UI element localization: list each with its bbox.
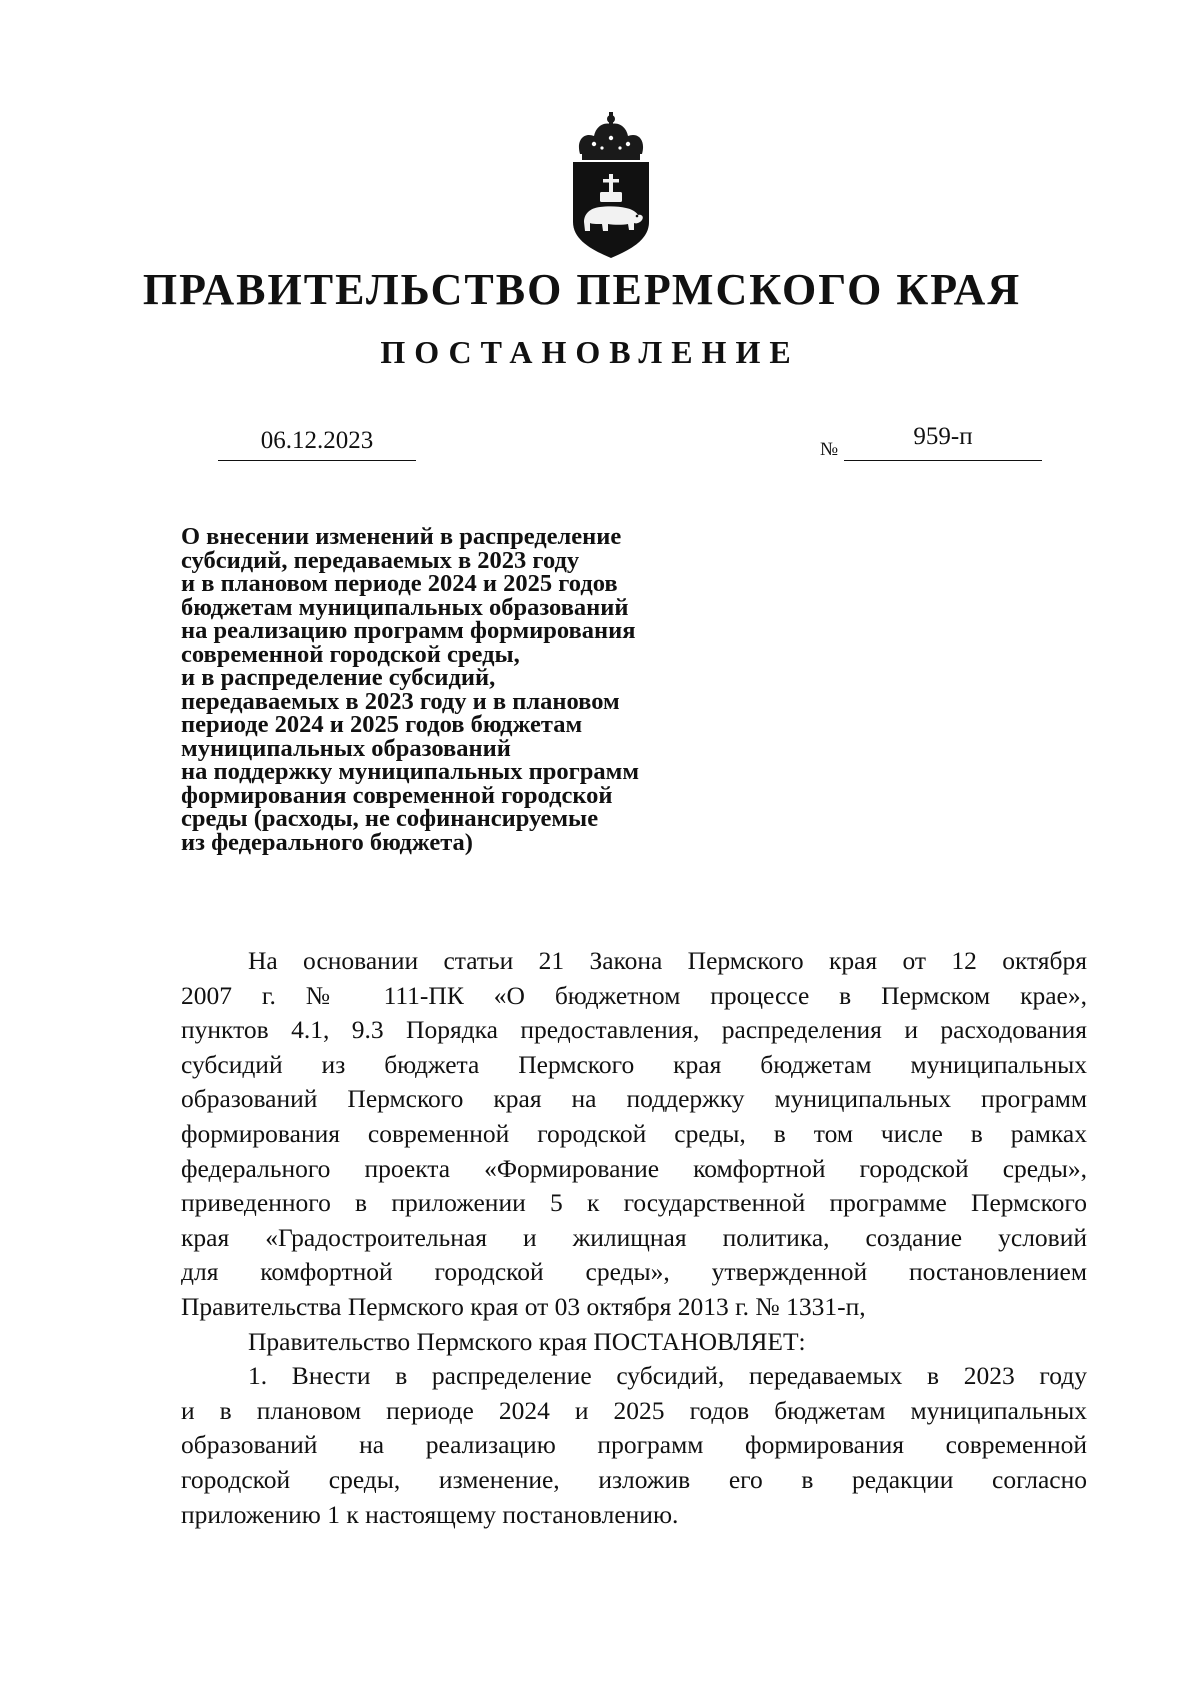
subject-line: передаваемых в 2023 году и в плановом <box>181 687 620 715</box>
document-date: 06.12.2023 <box>218 424 416 461</box>
body-line: образований Пермского края на поддержку муниципальных программ <box>181 1084 1087 1114</box>
subject-line: на реализацию программ формирования <box>181 617 636 644</box>
body-line: 2007 г. № 111-ПК «О бюджетном процессе в Пермском крае», <box>181 980 1087 1010</box>
body-line: Правительства Пермского края от 03 октября 2013 г. № 1331-п, <box>181 1291 866 1321</box>
subject-line: из федерального бюджета) <box>181 828 473 856</box>
subject-line: формирования современной городской <box>181 781 613 809</box>
subject-line: на поддержку муниципальных программ <box>181 758 640 785</box>
organization-title: ПРАВИТЕЛЬСТВО ПЕРМСКОГО КРАЯ <box>142 265 1022 314</box>
body-line: субсидий из бюджета Пермского края бюджетам муниципальных <box>181 1049 1087 1079</box>
paragraph-item-1 <box>181 1359 1087 1532</box>
number-sign: № <box>820 439 839 460</box>
body-line: для комфортной городской среды», утвержденной постановлением <box>181 1257 1087 1287</box>
body-line: и в плановом периоде 2024 и 2025 годов бюджетам муниципальных <box>181 1395 1087 1425</box>
body-line: городской среды, изменение, изложив его в редакции согласно <box>181 1464 1087 1494</box>
subject-line: и в распределение субсидий, <box>181 664 496 691</box>
document-body <box>181 944 1087 1532</box>
body-line: пунктов 4.1, 9.3 Порядка предоставления, распределения и расходования <box>181 1015 1087 1045</box>
body-line: федерального проекта «Формирование комфортной городской среды», <box>181 1153 1087 1183</box>
document-subject <box>181 525 741 854</box>
subject-line: среды (расходы, не софинансируемые <box>181 805 599 832</box>
body-line: На основании статьи 21 Закона Пермского края от 12 октября <box>248 946 1087 975</box>
subject-line: периоде 2024 и 2025 годов бюджетам <box>181 711 583 738</box>
subject-line: и в плановом периоде 2024 и 2025 годов <box>181 570 618 597</box>
document-type: ПОСТАНОВЛЕНИЕ <box>380 334 800 370</box>
body-line: формирования современной городской среды, в том числе в рамках <box>181 1118 1087 1148</box>
paragraph-preamble <box>181 944 1087 1325</box>
subject-line: субсидий, передаваемых в 2023 году <box>181 546 580 574</box>
perm-krai-coat-of-arms-icon <box>568 110 654 260</box>
subject-line: бюджетам муниципальных образований <box>181 593 629 621</box>
body-line: приведенного в приложении 5 к государственной программе Пермского <box>181 1188 1087 1218</box>
body-line: края «Градостроительная и жилищная политика, создание условий <box>181 1222 1087 1252</box>
body-line: 1. Внести в распределение субсидий, передаваемых в 2023 году <box>248 1361 1087 1391</box>
subject-line: муниципальных образований <box>181 734 511 762</box>
document-number: 959-п <box>844 420 1042 461</box>
body-line: приложению 1 к настоящему постановлению. <box>181 1499 679 1529</box>
body-line: Правительство Пермского края ПОСТАНОВЛЯЕТ: <box>248 1326 806 1356</box>
body-line: образований на реализацию программ формирования современной <box>181 1430 1087 1460</box>
subject-line: современной городской среды, <box>181 640 520 668</box>
paragraph-resolves <box>181 1325 1087 1360</box>
subject-line: О внесении изменений в распределение <box>181 523 622 550</box>
